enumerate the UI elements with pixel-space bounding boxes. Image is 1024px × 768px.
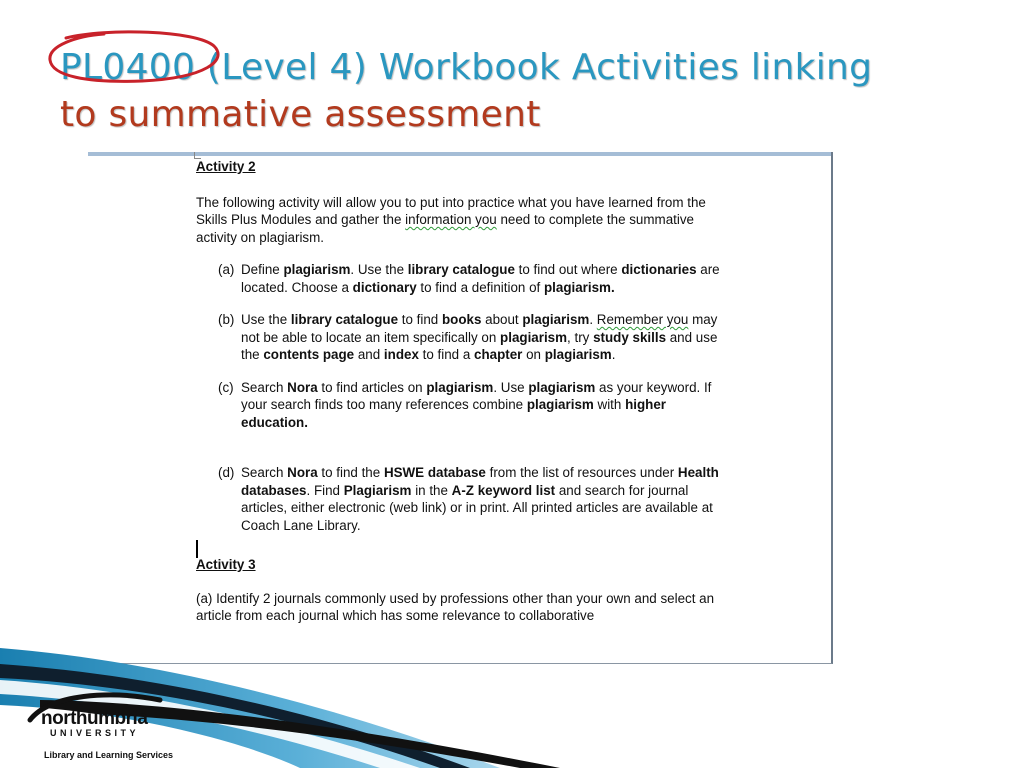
activity-item-d: (d) Search Nora to find the HSWE database from the list of resources under Health databases. Find Plagiarism in the A-Z keyword list and search for journal articles, either electronic (web link) or in print. All printed articles are available at Coach Lane Library. bbox=[218, 465, 719, 533]
activity-2-intro: The following activity will allow you to put into practice what you have learned from the Skills Plus Modules and gather the information you need to complete the summative activity on plagiarism. bbox=[196, 194, 706, 245]
document-body bbox=[196, 158, 726, 625]
logo-wordmark: northumbria bbox=[41, 708, 148, 729]
activity-3-heading: Activity 3 bbox=[196, 557, 256, 572]
slide-title-line-2: to summative assessment bbox=[60, 94, 541, 135]
activity-item-a: (a) Define plagiarism. Use the library catalogue to find out where dictionaries are located. Choose a dictionary to find a definition of plagiarism. bbox=[218, 262, 720, 295]
activity-item-c: (c) Search Nora to find articles on plagiarism. Use plagiarism as your keyword. If your search finds too many references combine plagiarism with higher education. bbox=[218, 379, 712, 430]
item-label: (b) bbox=[218, 312, 235, 327]
item-label: (d) bbox=[218, 465, 235, 480]
item-label: (c) bbox=[218, 379, 234, 395]
item-label: (a) bbox=[218, 262, 235, 277]
activity-3-text: (a) Identify 2 journals commonly used by professions other than your own and select an article from each journal which has some relevance to collaborative bbox=[196, 590, 715, 623]
course-code-circle-annotation bbox=[46, 30, 222, 84]
logo-university: UNIVERSITY bbox=[50, 728, 140, 738]
slide-title-line-1: PL0400 (Level 4) Workbook Activities linking bbox=[60, 47, 873, 88]
document-excerpt bbox=[88, 152, 833, 664]
logo-subtitle: Library and Learning Services bbox=[44, 750, 174, 760]
spelling-flag: Remember you bbox=[596, 312, 689, 327]
activity-2-heading: Activity 2 bbox=[196, 159, 256, 174]
northumbria-logo bbox=[20, 690, 220, 768]
activity-item-b: (b) Use the library catalogue to find books about plagiarism. Remember you may not be able to locate an item specifically on plagiarism, try study skills and use the contents page and index to find a chapter on plagiarism. bbox=[218, 312, 718, 362]
spelling-flag: information you bbox=[405, 212, 497, 227]
